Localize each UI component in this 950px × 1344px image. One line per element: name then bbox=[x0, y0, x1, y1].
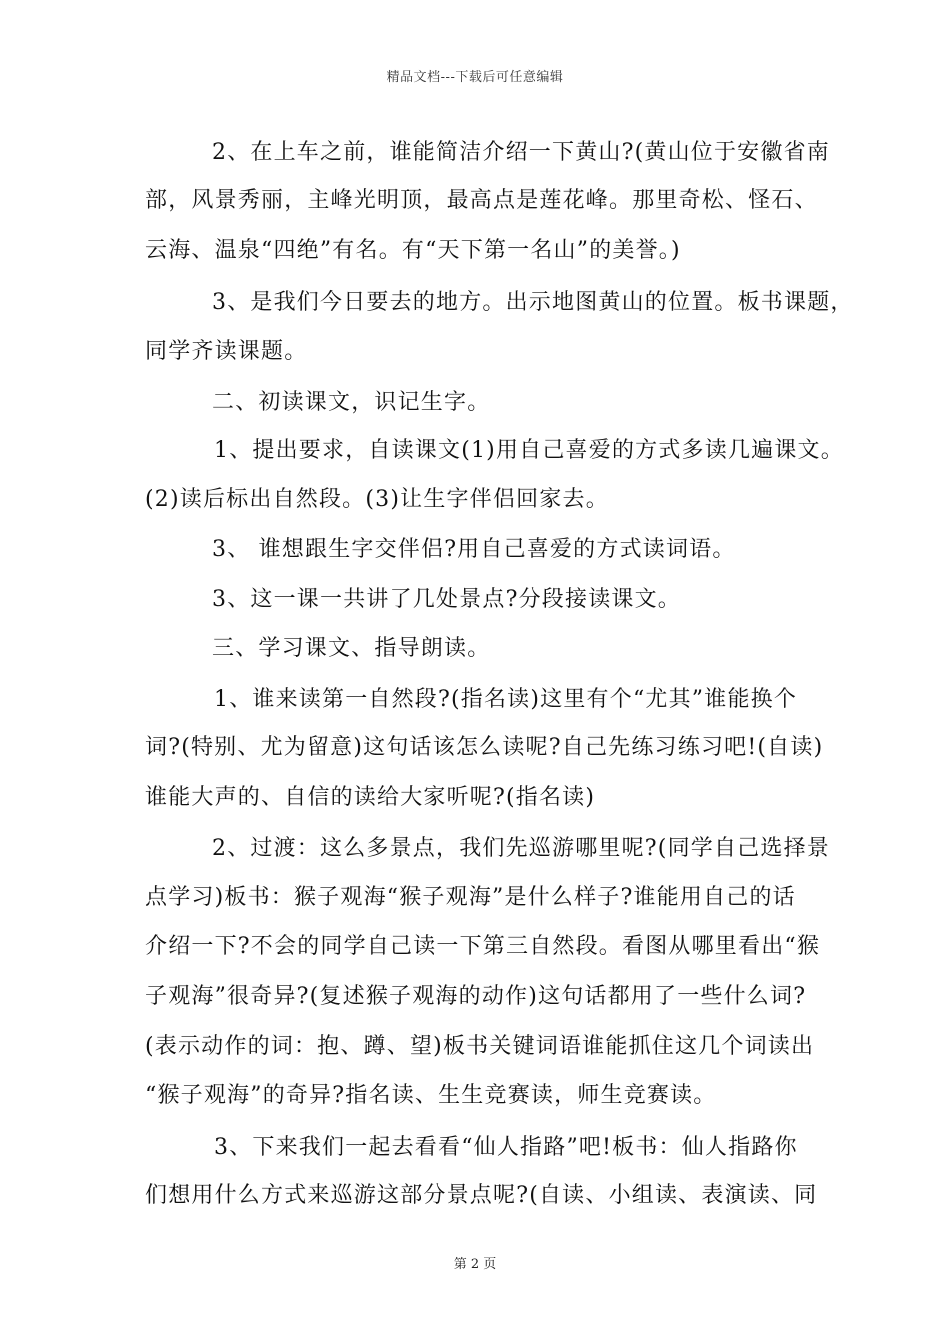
paragraph-line: 3、下来我们一起去看看“仙人指路”吧!板书：仙人指路你 bbox=[214, 1135, 798, 1160]
section-heading: 二、初读课文，识记生字。 bbox=[212, 390, 491, 415]
page-header: 精品文档---下载后可任意编辑 bbox=[386, 70, 564, 85]
paragraph-line: 谁能大声的、自信的读给大家听呢?(指名读) bbox=[145, 785, 596, 810]
paragraph-line: 1、谁来读第一自然段?(指名读)这里有个“尤其”谁能换个 bbox=[214, 687, 798, 712]
paragraph-line: 词?(特别、尤为留意)这句话该怎么读呢?自己先练习练习吧!(自读) bbox=[145, 735, 824, 760]
paragraph-line: 1、提出要求，自读课文(1)用自己喜爱的方式多读几遍课文。 bbox=[214, 438, 844, 463]
paragraph-line: 子观海”很奇异?(复述猴子观海的动作)这句话都用了一些什么词? bbox=[145, 984, 807, 1009]
paragraph-line: 2、过渡：这么多景点，我们先巡游哪里呢?(同学自己选择景 bbox=[212, 836, 830, 861]
paragraph-line: 3、这一课一共讲了几处景点?分段接读课文。 bbox=[212, 587, 681, 612]
paragraph-line: 云海、温泉“四绝”有名。有“天下第一名山”的美誉。) bbox=[145, 238, 681, 263]
page-number: 第 2 页 bbox=[453, 1257, 497, 1272]
paragraph-line: 3、 谁想跟生字交伴侣?用自己喜爱的方式读词语。 bbox=[212, 537, 736, 562]
paragraph-line: 3、是我们今日要去的地方。出示地图黄山的位置。板书课题， bbox=[212, 290, 854, 315]
paragraph-line: (表示动作的词：抱、蹲、望)板书关键词语谁能抓住这几个词读出 bbox=[145, 1034, 815, 1059]
paragraph-line: 同学齐读课题。 bbox=[145, 339, 308, 364]
paragraph-line: 2、在上车之前，谁能简洁介绍一下黄山?(黄山位于安徽省南 bbox=[212, 140, 830, 165]
section-heading: 三、学习课文、指导朗读。 bbox=[212, 636, 491, 661]
paragraph-line: 点学习)板书：猴子观海“猴子观海”是什么样子?谁能用自己的话 bbox=[145, 885, 796, 910]
paragraph-line: 部，风景秀丽，主峰光明顶，最高点是莲花峰。那里奇松、怪石、 bbox=[145, 188, 818, 213]
paragraph-line: 们想用什么方式来巡游这部分景点呢?(自读、小组读、表演读、同 bbox=[145, 1183, 818, 1208]
paragraph-line: “猴子观海”的奇异?指名读、生生竞赛读，师生竞赛读。 bbox=[145, 1083, 717, 1108]
paragraph-line: 介绍一下?不会的同学自己读一下第三自然段。看图从哪里看出“猴 bbox=[145, 934, 821, 959]
paragraph-line: (2)读后标出自然段。(3)让生字伴侣回家去。 bbox=[145, 487, 609, 512]
